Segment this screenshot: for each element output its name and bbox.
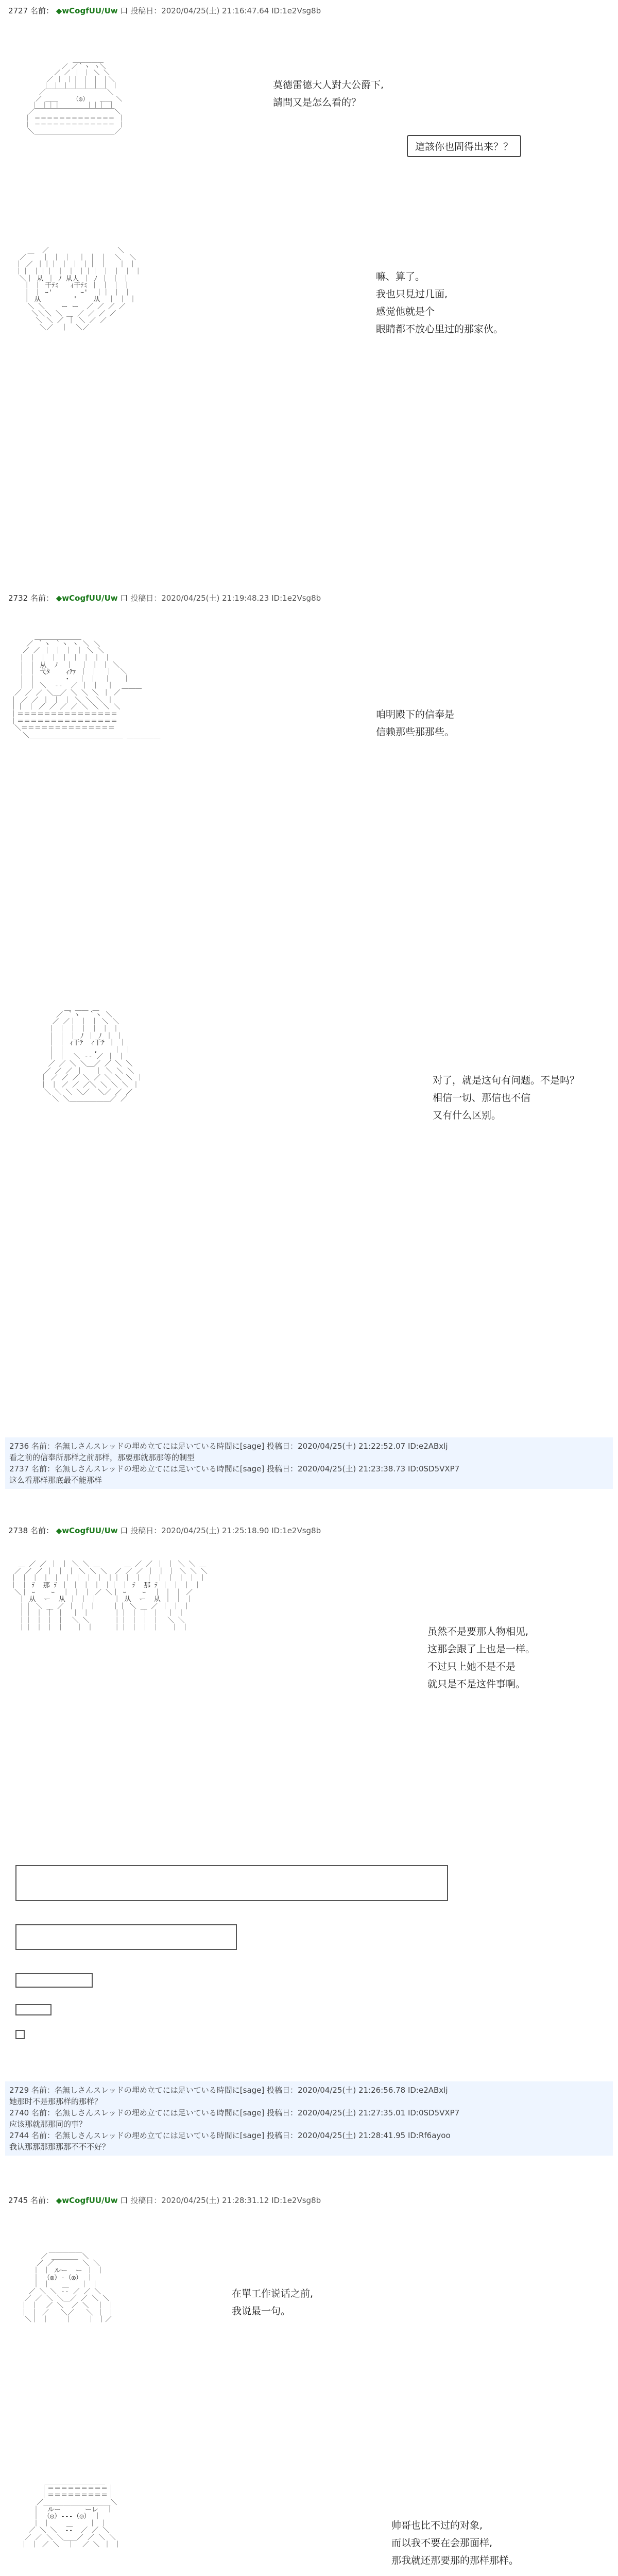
author-trip: ◆wCogfUU/Uw xyxy=(56,594,118,603)
speech-bubble: 這該你也問得出来？？ xyxy=(407,135,521,157)
separator: 口 xyxy=(120,594,128,603)
post-header xyxy=(8,2195,321,2206)
reply-body: 她那时不是那那样的那样？ xyxy=(9,2097,102,2106)
ascii-art-character: ＿＿＿＿＿ ／ ／｀ヽ ヽ＼ ／ ／ ｜ ｜ ＼ ＼ ／ ｜ ｜｜ ｜ ｜ ｜＼ ｜ ｜ ｜ ｜ ｜ ｜ ｜ ｜ ／￣￣￣￣￣￣￣￣￣￣＼ ／ ＿＿ （◎） ＿＿ ＼ ｜ ｜｜｜ ｜｜｜ ｜ ／￣￣￣￣￣￣￣￣￣￣￣￣￣＼ ｜ ＝＝＝＝＝＝＝＝＝＝＝＝＝ ｜ ｜ ＝＝＝＝＝＝＝＝＝＝＝＝＝ ｜ ＼＿＿＿＿＿＿＿＿＿＿＿＿＿／ xyxy=(24,56,125,135)
speech-text: 帅哥也比不过的对象, 而以我不要在会那面样, 那我就还那要那的那样那样。 xyxy=(391,2520,519,2566)
post-meta: 投稿日：2020/04/25(土) 21:25:18.90 ID:1e2Vsg8b xyxy=(130,1526,321,1535)
reply-body: 应该那就那那同的事？ xyxy=(9,2120,87,2129)
name-label: 名前： xyxy=(30,594,54,603)
reply xyxy=(9,2130,609,2153)
reply-header[interactable]: 2737 名前：名無しさんスレッドの埋め立てには足いている時間に[sage] 投稿日：2020/04/25(土) 21:23:38.73 ID:0SD5VXP7 xyxy=(9,1464,460,1473)
post-header xyxy=(8,5,321,16)
empty-panel xyxy=(15,1973,93,1988)
post-number[interactable]: 2745 xyxy=(8,2196,28,2205)
author-trip: ◆wCogfUU/Uw xyxy=(56,2196,118,2205)
separator: 口 xyxy=(120,6,128,15)
speech-text: 虽然不是要那人物相见, 这那会跟了上也是一样。 不过只上她不是不是 就只是不是这件事啊。 xyxy=(427,1626,536,1690)
ascii-art-character: ＿＿＿＿＿ ／ ＿＿＿＿ ＼ ／ ／ ＼ ＼ ｜ ｜ ルー ー ｜ ｜ ｜ （◎）‐（◎） ｜ ｜ ｜ ＿ ｜ ｜ ／ ＼ ＼ ‐‐ ／ ／ ＼ ／ ／ ＼ ＼＿／ ／ ＼ ＼ ｜ ｜ ／ ＼ ／ ＼ ｜ ｜ ｜ ｜ ／ ＼／ ＼ ｜ ｜ ＼｜ ｜ ｜ ｜ ｜／ xyxy=(21,2246,115,2324)
ascii-art-character: ＿＿＿＿＿＿＿＿＿ ｜＝＝＝＝＝＝＝＝＝｜ ｜＝＝＝＝＝＝＝＝＝｜ ／＿＿＿＿＿＿＿＿＿＿＼ ｜ ルー ーレ ｜ ｜ （◎）‐‐‐（◎） ｜ ｜ ｜ ＿ ｜ ｜ ／ ＼ ＼ ‐‐ ／ ／ ＼ ／ ／ ＼ ＼＿＿／ ／ ＼ ＼ ｜ ｜ ／ ＼ ｜ ／ ＼ ｜ ｜ xyxy=(21,2478,122,2549)
ascii-art-character: ＿ ＿＿ ＿ ／ ｀ヽ ｀ヽ ＼ ／ ／｜ ｜ ｜ ＼ ＼ ｜ ｜ ｜ ｜ ｜ ｜ ｜ ｜ ｜ ｜ ﾉ ｜ ﾉ ｜ ｜ ｜ ｜ ｨ干ﾃ ｨ干ﾃ ｜ ｜ ｜ ｜ , ｜ ｜ ｜ ｜ ＼ ‐‐ ／ ｜ ｜ ／ ／ ＼ ＼＿／ ／ ＼ ＼ ／ ／ ／ ｜ ｜ ＼ ＼ ＼ ｜ ／ ／ ／ ＼ ／ ＼ ＼ ＼ ｜ ｜ ｜ ／ ／ ／＼ ＼ ＼ ＼ ｜ ＼ ＼ ＼ ＼／ ＼／ ／ ／ ＼ ＼＿＿＿＿＿＿／ ／ xyxy=(40,1004,144,1104)
ascii-art-character: ＿ ／ ＼ ／ ｜ ｜ ｜ ｜ ｜ ｜ ＼ ＼ ｜ ／ ｜｜｜ ｜ ｜ ｜｜ ｜ ｜ ｜ ｜｜ ｜｜｜ ｜ ｜ ｜｜｜ ｜ ｜ ｜ ｜ ＼｜ 从 ｜ ﾉ 从人 ｜ ﾉ ｜ ｜ ｜ ｜ ｜ 干ﾃﾐ ｨ干ﾃﾐ ｜ ｜ ｜ ｜ ｜ ｜ ｰ' ｰ' ｜｜ ｜ ｜ ｜ 从 ' 从 ｜ ｜ ｜ ＼ ＼ ー ー ／ ／ ／ ／ ＼＼＼ ＼ ＿ ／ ／ ／ ／ ＼ ＼ ／ ｜ ＼ ／ ／ ＼／ ｜ ＼／ xyxy=(15,247,142,332)
post-meta: 投稿日：2020/04/25(土) 21:28:31.12 ID:1e2Vsg8b xyxy=(130,2196,321,2205)
author-trip: ◆wCogfUU/Uw xyxy=(56,6,118,15)
speech-text: 嘛、算了。 我也只見过几面, 感觉他就是个 眼睛都不放心里过的那家伙。 xyxy=(376,271,504,335)
post-header xyxy=(8,1525,321,1536)
separator: 口 xyxy=(120,2196,128,2205)
reply-body: 看之前的信奉所那样之前那样，那要那就那那等的制型 xyxy=(9,1453,195,1462)
reply-header[interactable]: 2744 名前：名無しさんスレッドの埋め立てには足いている時間に[sage] 投稿日：2020/04/25(土) 21:28:41.95 ID:Rf6ayoo xyxy=(9,2131,451,2140)
empty-panel xyxy=(15,2004,52,2015)
ascii-art-character: ＿ ／ ／ ｜ ｜ ＼ ＼ ＿ ＿ ／ ／ ｜ ｜ ＼ ＼ ＿ ／ ／ ／ ｜ ｜ ｜ ＼ ＼ ＼ ／ ／ ／ ｜ ｜ ｜ ＼ ＼ ＼ ｜ ｜ ｜ ｜ ｜ ｜ ｜ ｜ ｜ ｜｜ ｜ ｜ ｜ ｜ ｜ ｜ ｜ ｜ ｜ ｜ ﾃ 那 ﾃ ｜ ｜ ｜ ｜ ｜｜ ｜ ﾃ 那 ﾃ ｜ ｜ ｜ ｜ ＼｜ ｰ ｰ ｜ ｜ ｜ ／ ＼｜ ｰ ｰ ｜ ｜ ｜ ／ ｜ 从 ー 从 ｜ ｜ ｜ ｜ 从 ー 从 ｜ ｜ ｜ ｜｜ ＼ ＿ ／ ｜ ｜ ｜ ｜｜ ＼ ＿ ／ ｜ ｜ ｜ ｜｜ ｜ ｜ ｜ ｜ ｜ ｜｜ ｜ ｜ ｜ ｜ ｜ ｜｜ ｜ ｜ ｜ ＼ ＼ ｜｜ ｜ ｜ ｜ ＼ ＼ ｜｜ ｜ ｜ ｜ ｜ ｜ ｜｜ ｜ ｜ ｜ ｜ ｜ xyxy=(10,1561,208,1632)
speech-text: 咱明殿下的信奉是 信赖那些那那些。 xyxy=(376,709,455,738)
reply-header[interactable]: 2736 名前：名無しさんスレッドの埋め立てには足いている時間に[sage] 投稿日：2020/04/25(土) 21:22:52.07 ID:e2ABxlj xyxy=(9,1442,448,1451)
post-number[interactable]: 2738 xyxy=(8,1526,28,1535)
empty-panel xyxy=(15,2030,25,2039)
speech-text: 对了，就是这句有问题。不是吗？ 相信一切、那信也不信 又有什么区别。 xyxy=(433,1075,580,1121)
post-number[interactable]: 2732 xyxy=(8,594,28,603)
reply-body: 这么看那样那底最不能那样 xyxy=(9,1476,102,1485)
reply xyxy=(9,1463,609,1486)
name-label: 名前： xyxy=(30,6,54,15)
separator: 口 xyxy=(120,1526,128,1535)
empty-panel xyxy=(15,1865,448,1901)
speech-text: 莫德雷德大人對大公爵下, 請問又是怎么看的？ xyxy=(273,79,384,108)
post-meta: 投稿日：2020/04/25(土) 21:19:48.23 ID:1e2Vsg8b xyxy=(130,594,321,603)
ascii-art-character: ＿＿＿＿＿＿＿ ／ ｀ヽ ｀ヽ ヽ ＼ ＼ ／ ／ ｜ ｜ ｜ ｜ ＼ ＼ ｜ ｜ ｜ ｜ ｜ ｜ ｜ ｜ ｜ ｜ ｜ 从 ﾉ ｜ ｜ ｜ ｜ ＼ ｜ ｜ 弋ﾀ ｨﾃｧ ｜ ｜ ｜ ＼ ｜ ｜ ・ ｜ ｜ ｜ ｜ ｜ ｜ ＼ ‐‐ ／ ｜ ｜ ｜ ＿＿＿ ／ ／ ／ ＼＿／ ＼ ＼ ＼ ｜ ／ ｜ ／ ／ ｜ ｜ ｜ ＼ ＼ ＼ ｜ ｜｜ ｜ ／ ／ ／ ／ ＼ ＼ ＼ ＼ ｜＝＝＝＝＝＝＝＝＝＝＝＝＝＝＝ ｜＝＝＝＝＝＝＝＝＝＝＝＝＝＝＝ ＼＝＝＝＝＝＝＝＝＝＝＝＝＝＝ ＼＿＿＿＿＿＿＿＿＿＿＿＿＿＿ ＿＿＿＿＿ xyxy=(10,633,161,739)
speech-text: 在單工作说话之前, 我说最一句。 xyxy=(232,2288,314,2317)
post-number[interactable]: 2727 xyxy=(8,6,28,15)
reply-list xyxy=(5,1437,613,1489)
reply xyxy=(9,1440,609,1463)
reply-header[interactable]: 2740 名前：名無しさんスレッドの埋め立てには足いている時間に[sage] 投稿日：2020/04/25(土) 21:27:35.01 ID:0SD5VXP7 xyxy=(9,2108,460,2117)
reply-list xyxy=(5,2081,613,2156)
reply xyxy=(9,2084,609,2107)
empty-panel xyxy=(15,1924,237,1950)
reply-header[interactable]: 2729 名前：名無しさんスレッドの埋め立てには足いている時間に[sage] 投稿日：2020/04/25(土) 21:26:56.78 ID:e2ABxlj xyxy=(9,2086,448,2095)
post-header xyxy=(8,592,321,603)
post-meta: 投稿日：2020/04/25(土) 21:16:47.64 ID:1e2Vsg8b xyxy=(130,6,321,15)
author-trip: ◆wCogfUU/Uw xyxy=(56,1526,118,1535)
name-label: 名前： xyxy=(30,1526,54,1535)
reply-body: 我认那那那那那那不不不好？ xyxy=(9,2142,110,2151)
reply xyxy=(9,2107,609,2130)
name-label: 名前： xyxy=(30,2196,54,2205)
